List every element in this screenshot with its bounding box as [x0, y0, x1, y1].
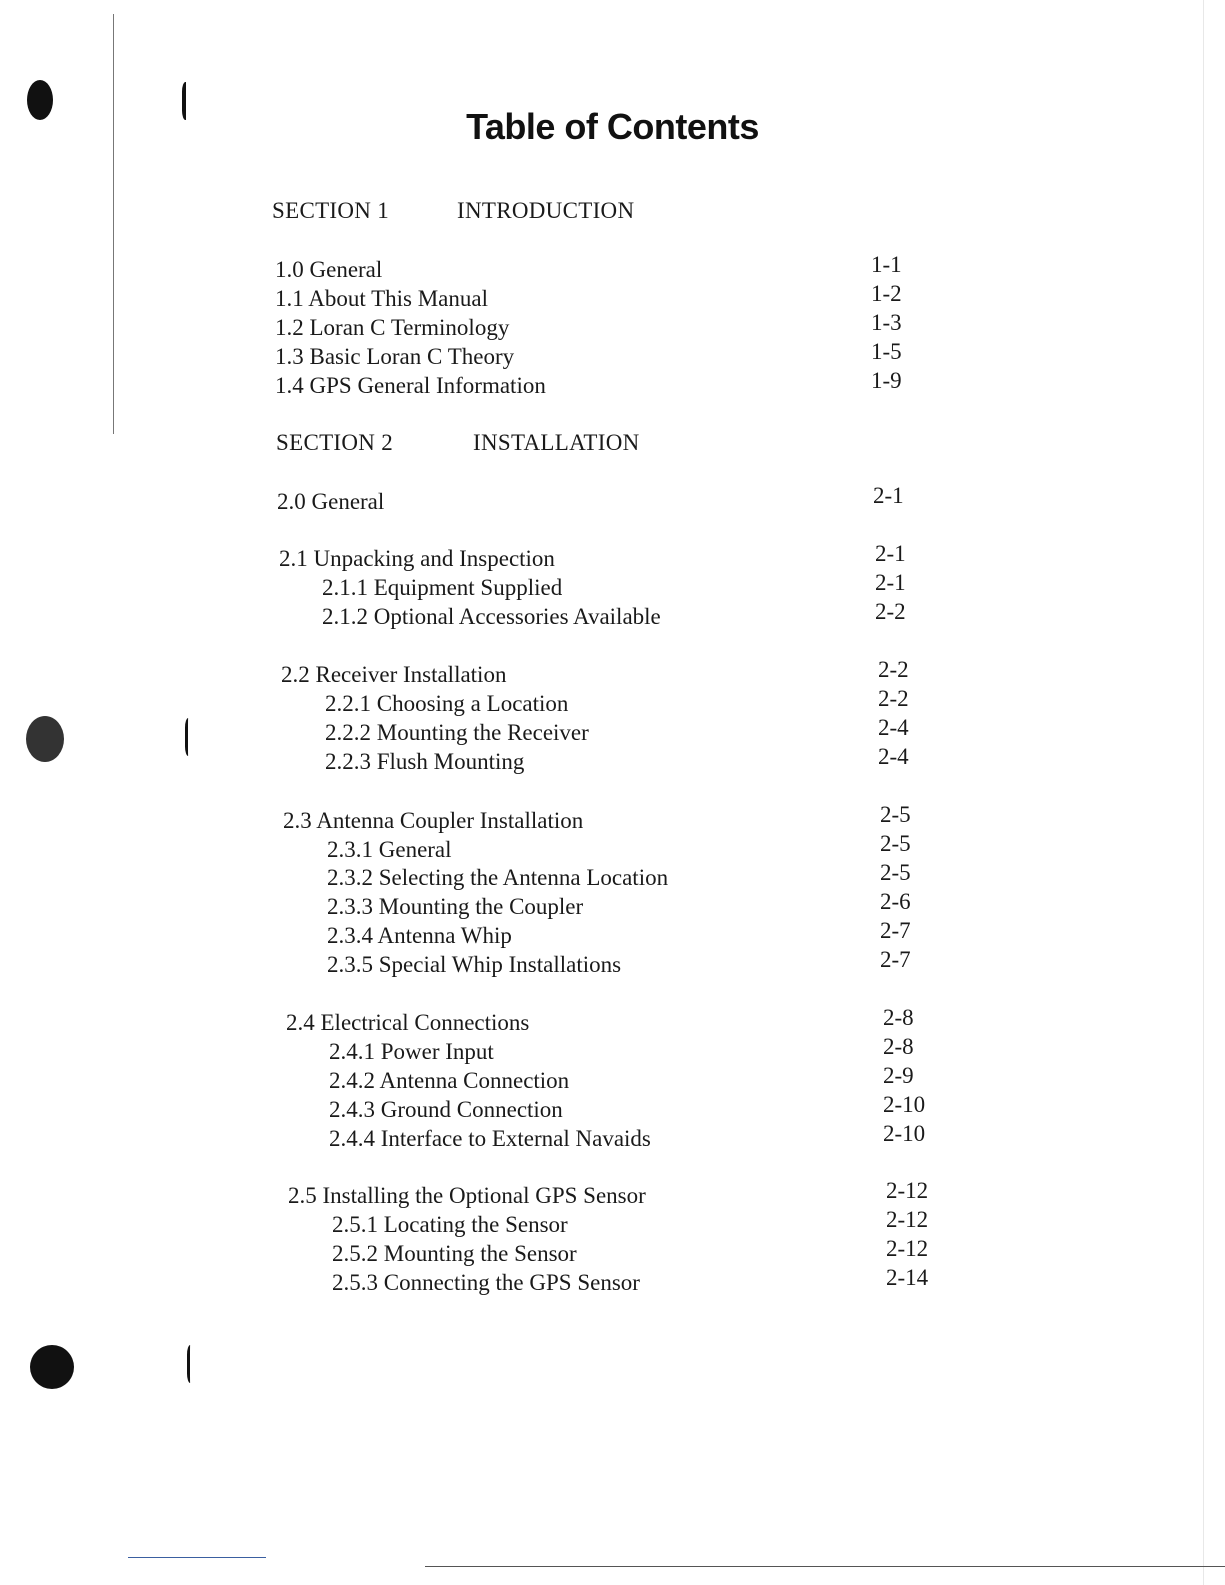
- toc-entry-2-3[interactable]: 2.3 Antenna Coupler Installation: [283, 808, 584, 833]
- toc-entry-1-3[interactable]: 1.3 Basic Loran C Theory: [275, 344, 515, 369]
- toc-entry-2-3-1[interactable]: 2.3.1 General: [327, 837, 452, 862]
- section-name: INSTALLATION: [473, 430, 640, 455]
- toc-entry-2-2[interactable]: 2.2 Receiver Installation: [281, 662, 507, 687]
- toc-entry-2-0[interactable]: 2.0 General: [277, 489, 385, 514]
- section-number: SECTION 1: [272, 198, 390, 223]
- toc-page-1-4: 1-9: [871, 368, 902, 393]
- toc-page-2-5-3: 2-14: [886, 1265, 929, 1290]
- toc-entry-2-1[interactable]: 2.1 Unpacking and Inspection: [279, 546, 555, 571]
- toc-entry-2-4-2[interactable]: 2.4.2 Antenna Connection: [329, 1068, 570, 1093]
- toc-page-2-0: 2-1: [873, 483, 904, 508]
- section-name: INTRODUCTION: [457, 198, 635, 223]
- section-number: SECTION 2: [276, 430, 394, 455]
- toc-page-2-3-3: 2-6: [880, 889, 911, 914]
- toc-entry-2-4-4[interactable]: 2.4.4 Interface to External Navaids: [329, 1126, 651, 1151]
- toc-entry-2-5[interactable]: 2.5 Installing the Optional GPS Sensor: [288, 1183, 646, 1208]
- page-right-edge: [1203, 0, 1204, 1585]
- toc-entry-2-4-1[interactable]: 2.4.1 Power Input: [329, 1039, 494, 1064]
- binder-mark-bottom: [187, 1345, 200, 1383]
- toc-page-2-1-1: 2-1: [875, 570, 906, 595]
- toc-entry-1-2[interactable]: 1.2 Loran C Terminology: [275, 315, 510, 340]
- toc-page-2-4: 2-8: [883, 1005, 914, 1030]
- toc-page-2-1: 2-1: [875, 541, 906, 566]
- toc-page-2-4-2: 2-9: [883, 1063, 914, 1088]
- toc-page-2-3-2: 2-5: [880, 860, 911, 885]
- toc-entry-2-3-3[interactable]: 2.3.3 Mounting the Coupler: [327, 894, 584, 919]
- toc-entry-1-0[interactable]: 1.0 General: [275, 257, 383, 282]
- toc-page-2-4-3: 2-10: [883, 1092, 926, 1117]
- punch-hole-bottom: [30, 1345, 74, 1389]
- footer-rule-left: [128, 1557, 266, 1558]
- toc-page-1-0: 1-1: [871, 252, 902, 277]
- toc-page-2-2-3: 2-4: [878, 744, 909, 769]
- toc-page-2-2: 2-2: [878, 657, 909, 682]
- toc-page-2-5-1: 2-12: [886, 1207, 929, 1232]
- toc-entry-2-3-2[interactable]: 2.3.2 Selecting the Antenna Location: [327, 865, 669, 890]
- toc-entry-2-4-3[interactable]: 2.4.3 Ground Connection: [329, 1097, 563, 1122]
- toc-page-2-3: 2-5: [880, 802, 911, 827]
- toc-page-2-2-2: 2-4: [878, 715, 909, 740]
- toc-page-1-1: 1-2: [871, 281, 902, 306]
- toc-entry-2-5-3[interactable]: 2.5.3 Connecting the GPS Sensor: [332, 1270, 640, 1295]
- toc-entry-1-4[interactable]: 1.4 GPS General Information: [275, 373, 546, 398]
- toc-page-2-4-4: 2-10: [883, 1121, 926, 1146]
- toc-entry-2-2-3[interactable]: 2.2.3 Flush Mounting: [325, 749, 525, 774]
- toc-page-2-5: 2-12: [886, 1178, 929, 1203]
- footer-rule-right: [425, 1566, 1225, 1567]
- toc-page-2-3-4: 2-7: [880, 918, 911, 943]
- toc-entry-2-5-2[interactable]: 2.5.2 Mounting the Sensor: [332, 1241, 577, 1266]
- toc-page-2-4-1: 2-8: [883, 1034, 914, 1059]
- toc-entry-2-3-5[interactable]: 2.3.5 Special Whip Installations: [327, 952, 622, 977]
- toc-entry-2-3-4[interactable]: 2.3.4 Antenna Whip: [327, 923, 512, 948]
- toc-page-2-5-2: 2-12: [886, 1236, 929, 1261]
- toc-entry-2-5-1[interactable]: 2.5.1 Locating the Sensor: [332, 1212, 568, 1237]
- binder-edge-line: [113, 14, 114, 434]
- toc-page-2-2-1: 2-2: [878, 686, 909, 711]
- punch-hole-middle: [26, 716, 64, 762]
- toc-page-2-1-2: 2-2: [875, 599, 906, 624]
- binder-mark-middle: [185, 718, 198, 756]
- toc-page-2-3-1: 2-5: [880, 831, 911, 856]
- toc-entry-2-1-2[interactable]: 2.1.2 Optional Accessories Available: [322, 604, 661, 629]
- toc-entry-2-2-1[interactable]: 2.2.1 Choosing a Location: [325, 691, 569, 716]
- toc-entry-2-2-2[interactable]: 2.2.2 Mounting the Receiver: [325, 720, 589, 745]
- toc-entry-2-1-1[interactable]: 2.1.1 Equipment Supplied: [322, 575, 563, 600]
- toc-page-2-3-5: 2-7: [880, 947, 911, 972]
- toc-page-1-2: 1-3: [871, 310, 902, 335]
- toc-page-1-3: 1-5: [871, 339, 902, 364]
- page-title: Table of Contents: [466, 106, 759, 147]
- toc-entry-2-4[interactable]: 2.4 Electrical Connections: [286, 1010, 530, 1035]
- toc-entry-1-1[interactable]: 1.1 About This Manual: [275, 286, 488, 311]
